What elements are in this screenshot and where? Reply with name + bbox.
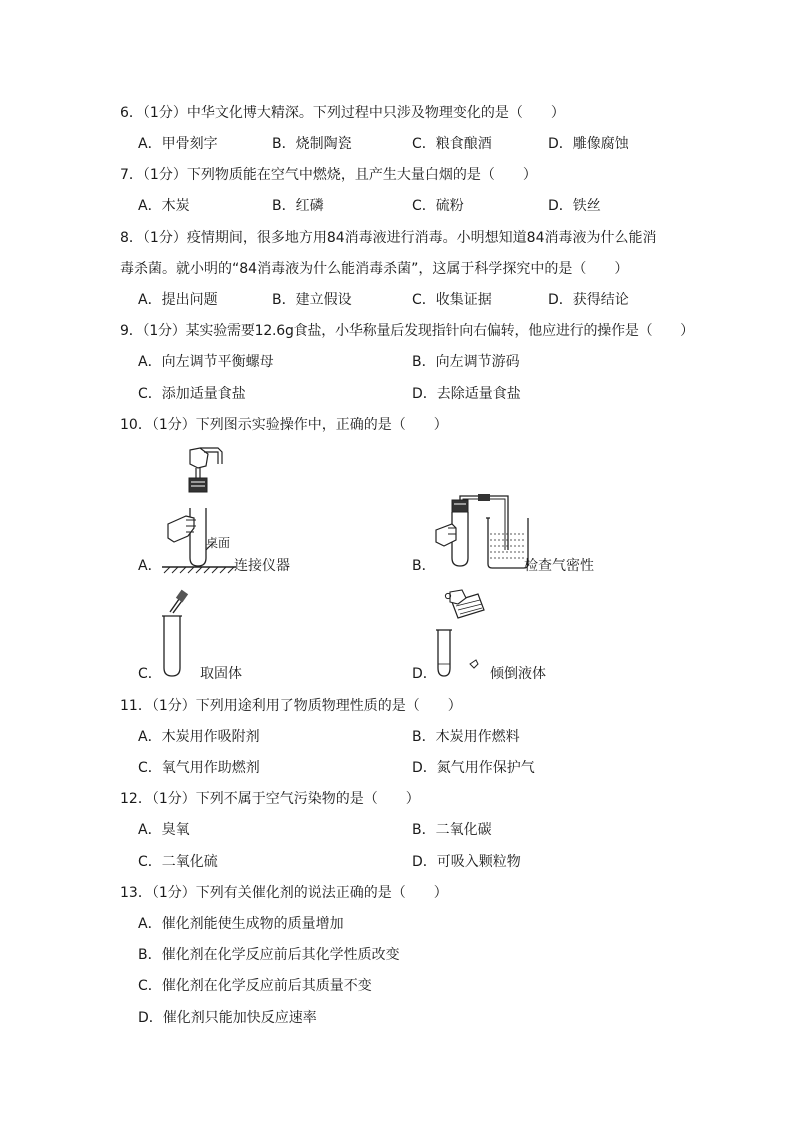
option-c: C．粮食酿酒 xyxy=(412,136,492,152)
question-8-continued: 毒杀菌。就小明的“84消毒液为什么能消毒杀菌”，这属于科学探究中的是（ ） xyxy=(120,261,629,277)
option-b: B．建立假设 xyxy=(272,292,352,308)
question-stem: 下列物质能在空气中燃烧，且产生大量白烟的是（ ） xyxy=(186,167,537,183)
figure-connect-apparatus xyxy=(160,446,240,574)
question-stem: 疫情期间，很多地方用84消毒液进行消毒。小明想知道84消毒液为什么能消 xyxy=(186,230,657,246)
question-9 xyxy=(120,322,694,340)
option-c: C．二氧化硫 xyxy=(138,854,218,870)
option-a: A．木炭 xyxy=(138,198,190,214)
question-stem: 下列不属于空气污染物的是（ ） xyxy=(195,791,420,807)
figure-pour-liquid xyxy=(432,588,488,678)
option-c: C． xyxy=(138,666,162,682)
question-score: （1分） xyxy=(142,167,187,183)
option-b: B． xyxy=(412,558,436,574)
option-b: B．红磷 xyxy=(272,198,324,214)
option-d: D． xyxy=(412,666,437,682)
option-b: B．向左调节游码 xyxy=(412,354,520,370)
option-a: A． xyxy=(138,558,162,574)
figure-caption: 检查气密性 xyxy=(524,558,594,574)
option-c: C．添加适量食盐 xyxy=(138,386,246,402)
option-c: C．催化剂在化学反应前后其质量不变 xyxy=(138,978,372,994)
option-b: B．烧制陶瓷 xyxy=(272,136,352,152)
option-d: D．氮气用作保护气 xyxy=(412,760,535,776)
question-6 xyxy=(120,104,565,122)
option-c: C．硫粉 xyxy=(412,198,464,214)
option-c: C．氧气用作助燃剂 xyxy=(138,760,260,776)
question-number: 13． xyxy=(120,885,152,901)
question-score: （1分） xyxy=(142,105,187,121)
option-a: A．木炭用作吸附剂 xyxy=(138,729,260,745)
table-label: 桌面 xyxy=(206,536,231,550)
question-score: （1分） xyxy=(151,791,196,807)
option-b: B．二氧化碳 xyxy=(412,822,492,838)
question-score: （1分） xyxy=(142,230,187,246)
question-number: 9． xyxy=(120,323,143,339)
figure-caption: 取固体 xyxy=(200,666,242,682)
question-8 xyxy=(120,229,656,247)
question-stem: 中华文化博大精深。下列过程中只涉及物理变化的是（ ） xyxy=(186,105,565,121)
option-d: D．去除适量食盐 xyxy=(412,386,521,402)
question-stem: 下列用途利用了物质物理性质的是（ ） xyxy=(195,698,462,714)
question-stem: 下列图示实验操作中，正确的是（ ） xyxy=(195,417,448,433)
question-11 xyxy=(120,697,462,715)
option-a: A．甲骨刻字 xyxy=(138,136,218,152)
option-a: A．向左调节平衡螺母 xyxy=(138,354,274,370)
option-b: B．木炭用作燃料 xyxy=(412,729,520,745)
question-score: （1分） xyxy=(151,698,196,714)
figure-check-airtightness xyxy=(434,494,534,570)
question-number: 10． xyxy=(120,417,152,433)
question-number: 7． xyxy=(120,167,143,183)
question-stem: 某实验需要12.6g食盐，小华称量后发现指针向右偏转，他应进行的操作是（ ） xyxy=(185,323,694,339)
option-a: A．臭氧 xyxy=(138,822,190,838)
question-score: （1分） xyxy=(142,323,186,339)
question-number: 8． xyxy=(120,230,143,246)
question-number: 11． xyxy=(120,698,152,714)
option-b: B．催化剂在化学反应前后其化学性质改变 xyxy=(138,947,400,963)
option-d: D．雕像腐蚀 xyxy=(548,136,629,152)
option-d: D．铁丝 xyxy=(548,198,601,214)
figure-caption: 连接仪器 xyxy=(234,558,290,574)
question-10 xyxy=(120,416,448,434)
question-12 xyxy=(120,790,420,808)
question-number: 6． xyxy=(120,105,143,121)
option-a: A．提出问题 xyxy=(138,292,218,308)
question-7 xyxy=(120,166,537,184)
question-13 xyxy=(120,884,448,902)
figure-take-solid xyxy=(156,590,192,680)
option-d: D．可吸入颗粒物 xyxy=(412,854,521,870)
option-a: A．催化剂能使生成物的质量增加 xyxy=(138,916,344,932)
figure-caption: 倾倒液体 xyxy=(490,666,546,682)
question-score: （1分） xyxy=(151,417,196,433)
option-d: D．催化剂只能加快反应速率 xyxy=(138,1010,317,1026)
option-c: C．收集证据 xyxy=(412,292,492,308)
question-number: 12． xyxy=(120,791,152,807)
question-stem: 下列有关催化剂的说法正确的是（ ） xyxy=(195,885,448,901)
question-score: （1分） xyxy=(151,885,196,901)
option-d: D．获得结论 xyxy=(548,292,629,308)
